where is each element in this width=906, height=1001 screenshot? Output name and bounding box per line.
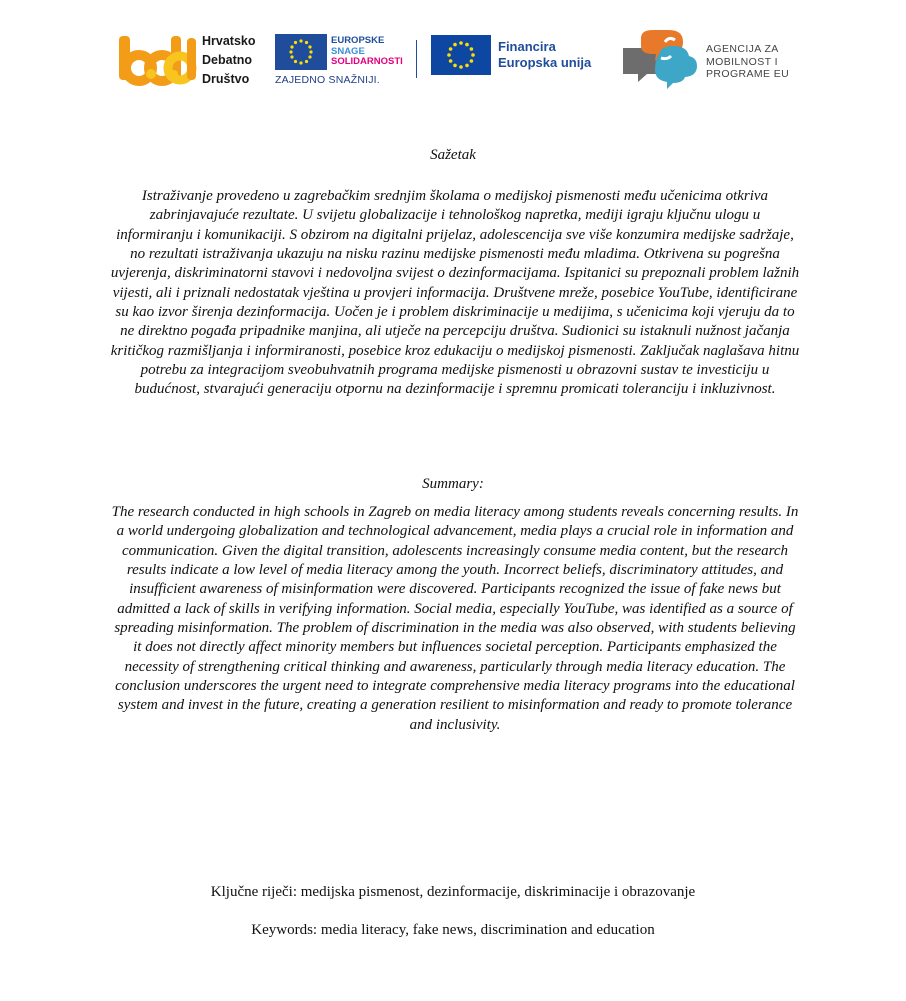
abstract-en-heading: Summary: xyxy=(422,476,484,492)
speech-bubbles-icon xyxy=(621,28,701,94)
ampeu-line-1: AGENCIJA ZA xyxy=(706,43,779,55)
esc-logo xyxy=(275,34,420,90)
ampeu-line-3: PROGRAME EU xyxy=(706,68,790,80)
ampeu-logo xyxy=(621,28,796,94)
abstract-hr-heading: Sažetak xyxy=(430,147,476,163)
keywords-en: Keywords: media literacy, fake news, discrimination and education xyxy=(251,922,655,938)
hdd-line-3: Društvo xyxy=(202,72,250,86)
eu-line-1: Financira xyxy=(498,39,556,54)
hdd-line-2: Debatno xyxy=(202,53,252,67)
keywords-hr: Ključne riječi: medijska pismenost, dezinformacije, diskriminacije i obrazovanje xyxy=(210,884,696,900)
hdd-logo-mark xyxy=(117,34,197,86)
esc-line-2: SNAGE xyxy=(331,45,365,57)
esc-tagline: ZAJEDNO SNAŽNIJI. xyxy=(275,74,380,86)
esc-line-1: EUROPSKE xyxy=(331,35,385,46)
hdd-logo xyxy=(117,32,257,94)
abstract-hr-text: Istraživanje provedeno u zagrebačkim srednjim školama o medijskoj pismenosti među učenicima otkriva zabrinjavajuće rezultate. U svijetu globalizacije i tehnološkog napretka, mediji igraju ključnu ulogu u informiranju i komunikaciji. S obzirom na digitalni prijelaz, adolescencija sve više konzumira medijske sadržaje, no rezultati istraživanja ukazuju na nisku razinu medijske pismenosti među mladima. Otkrivena su pogrešna uvjerenja, diskriminatorni stavovi i nedovoljna svijest o dezinformacijama. Ispitanici su prepoznali problem lažnih vijesti, ali i priznali nedostatak vještina u provjeri informacija. Društvene mreže, posebice YouTube, identificirane su kao izvor širenja dezinformacija. Uočen je i problem diskriminacije u medijima, s učenicima koji vjeruju da to ne direktno pogađa pripadnike manjina, ali utječe na percepciju društva. Sudionici su istaknuli nužnost jačanja kritičkog razmišljanja i informiranosti, posebice kroz edukaciju o medijskoj pismenosti. Zaključak naglašava hitnu potrebu za integracijom sveobuhvatnih programa medijske pismenosti u obrazovni sustav te investiciju u budućnost, stvarajući generaciju otpornu na dezinformacije i spremnu promicati toleranciju i inkluzivnost. xyxy=(110,188,800,398)
esc-divider xyxy=(416,40,417,78)
esc-line-3: SOLIDARNOSTI xyxy=(331,56,403,67)
hdd-line-1: Hrvatsko xyxy=(202,34,256,48)
eu-funding-logo xyxy=(431,35,601,77)
eu-line-2: Europska unija xyxy=(498,55,592,70)
ampeu-line-2: MOBILNOST I xyxy=(706,55,778,68)
abstract-en-text: The research conducted in high schools in Zagreb on media literacy among students reveals concerning results. In a world undergoing globalization and technological advancement, media plays a crucial role in information and communication. Given the digital transition, adolescents increasingly consume media content, but the research results indicate a low level of media literacy among the youth. Incorrect beliefs, discriminatory attitudes, and insufficient awareness of misinformation were discovered. Participants recognized the issue of fake news but admitted a lack of skills in verifying information. Social media, especially YouTube, was identified as a source of spreading misinformation. The problem of discrimination in the media was also observed, with students believing it does not directly affect minority members but influences societal perception. Participants emphasized the necessity of strengthening critical thinking and awareness, particularly through media literacy education. The conclusion underscores the urgent need to integrate comprehensive media literacy programs into the educational system and invest in the future, creating a generation resilient to misinformation and ready to promote tolerance and inclusivity. xyxy=(111,504,799,733)
eu-flag-icon xyxy=(275,34,327,70)
logo-header xyxy=(0,28,906,98)
eu-flag-icon xyxy=(431,35,491,75)
